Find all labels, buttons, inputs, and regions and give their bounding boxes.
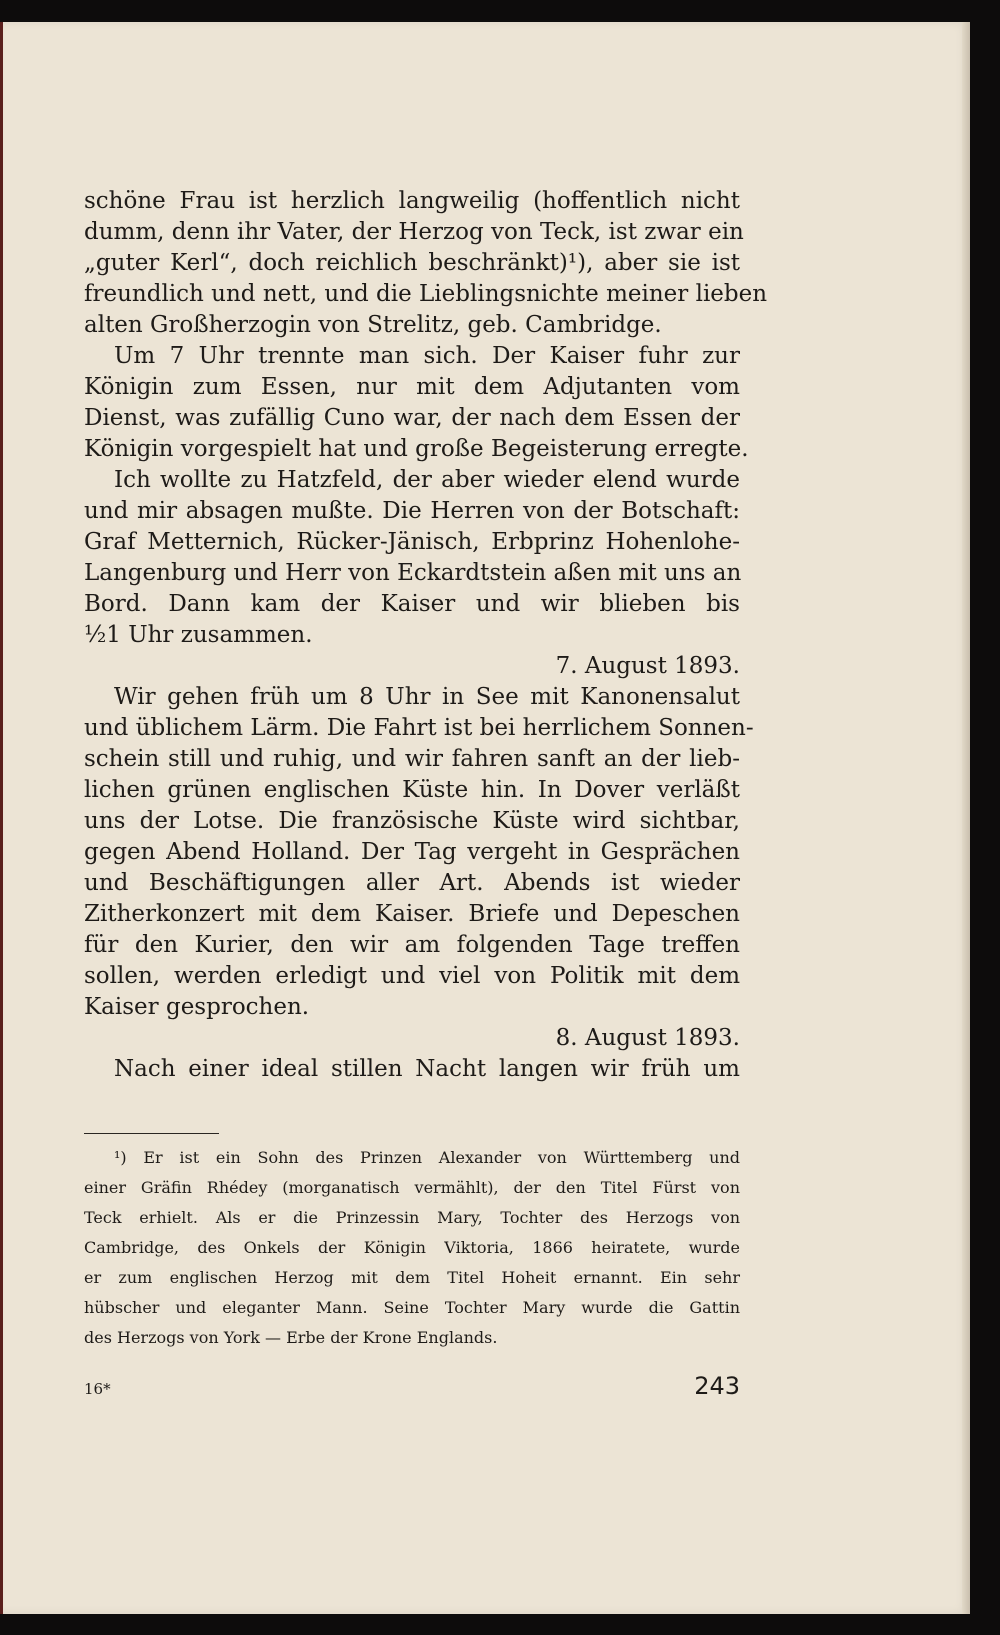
body-line: Graf Metternich, Rücker-Jänisch, Erbprinz Hohenlohe- xyxy=(84,529,740,555)
footnote-line: des Herzogs von York — Erbe der Krone Englands. xyxy=(84,1328,498,1347)
footnote-line: einer Gräfin Rhédey (morganatisch vermählt), der den Titel Fürst von xyxy=(84,1178,740,1197)
body-line: alten Großherzogin von Strelitz, geb. Cambridge. xyxy=(84,312,662,338)
footnote-line: Cambridge, des Onkels der Königin Viktoria, 1866 heiratete, wurde xyxy=(84,1238,740,1257)
body-line: „guter Kerl“, doch reichlich beschränkt)¹), aber sie ist xyxy=(84,250,740,276)
body-line: lichen grünen englischen Küste hin. In Dover verläßt xyxy=(84,777,740,803)
body-line: gegen Abend Holland. Der Tag vergeht in Gesprächen xyxy=(84,839,740,865)
body-line: sollen, werden erledigt und viel von Politik mit dem xyxy=(84,963,740,989)
body-line: Bord. Dann kam der Kaiser und wir blieben bis xyxy=(84,591,740,617)
body-line: für den Kurier, den wir am folgenden Tage treffen xyxy=(84,932,740,958)
body-line: uns der Lotse. Die französische Küste wird sichtbar, xyxy=(84,808,740,834)
body-line: Zitherkonzert mit dem Kaiser. Briefe und Depeschen xyxy=(84,901,740,927)
body-line: dumm, denn ihr Vater, der Herzog von Teck, ist zwar ein xyxy=(84,219,744,245)
body-line: und üblichem Lärm. Die Fahrt ist bei herrlichem Sonnen- xyxy=(84,715,754,741)
footnote-line: Teck erhielt. Als er die Prinzessin Mary, Tochter des Herzogs von xyxy=(84,1208,740,1227)
footnote-line: er zum englischen Herzog mit dem Titel Hoheit ernannt. Ein sehr xyxy=(84,1268,740,1287)
page-edge-shadow xyxy=(962,22,970,1614)
body-line: Königin vorgespielt hat und große Begeisterung erregte. xyxy=(84,436,749,462)
footnote-line: hübscher und eleganter Mann. Seine Tochter Mary wurde die Gattin xyxy=(84,1298,740,1317)
body-line: Langenburg und Herr von Eckardtstein aßen mit uns an xyxy=(84,560,742,586)
body-line: und mir absagen mußte. Die Herren von der Botschaft: xyxy=(84,498,740,524)
body-line: ½1 Uhr zusammen. xyxy=(84,622,313,648)
body-line: Um 7 Uhr trennte man sich. Der Kaiser fuhr zur xyxy=(114,343,740,369)
entry-date: 7. August 1893. xyxy=(555,653,740,679)
body-line: Nach einer ideal stillen Nacht langen wir früh um xyxy=(114,1056,740,1082)
body-line: schöne Frau ist herzlich langweilig (hoffentlich nicht xyxy=(84,188,740,214)
signature-mark: 16* xyxy=(84,1380,111,1398)
body-text xyxy=(84,186,768,1085)
footnote-divider xyxy=(84,1133,219,1134)
page-number: 243 xyxy=(694,1372,740,1400)
body-line: und Beschäftigungen aller Art. Abends ist wieder xyxy=(84,870,740,896)
body-line: Dienst, was zufällig Cuno war, der nach dem Essen der xyxy=(84,405,740,431)
body-line: Kaiser gesprochen. xyxy=(84,994,310,1020)
body-line: Königin zum Essen, nur mit dem Adjutanten vom xyxy=(84,374,740,400)
body-line: freundlich und nett, und die Lieblingsnichte meiner lieben xyxy=(84,281,768,307)
body-line: schein still und ruhig, und wir fahren sanft an der lieb- xyxy=(84,746,740,772)
footnote-line: ¹) Er ist ein Sohn des Prinzen Alexander von Württemberg und xyxy=(114,1148,740,1167)
body-line: Wir gehen früh um 8 Uhr in See mit Kanonensalut xyxy=(114,684,740,710)
body-line: Ich wollte zu Hatzfeld, der aber wieder elend wurde xyxy=(114,467,740,493)
footnote xyxy=(84,1143,740,1353)
entry-date: 8. August 1893. xyxy=(555,1025,740,1051)
